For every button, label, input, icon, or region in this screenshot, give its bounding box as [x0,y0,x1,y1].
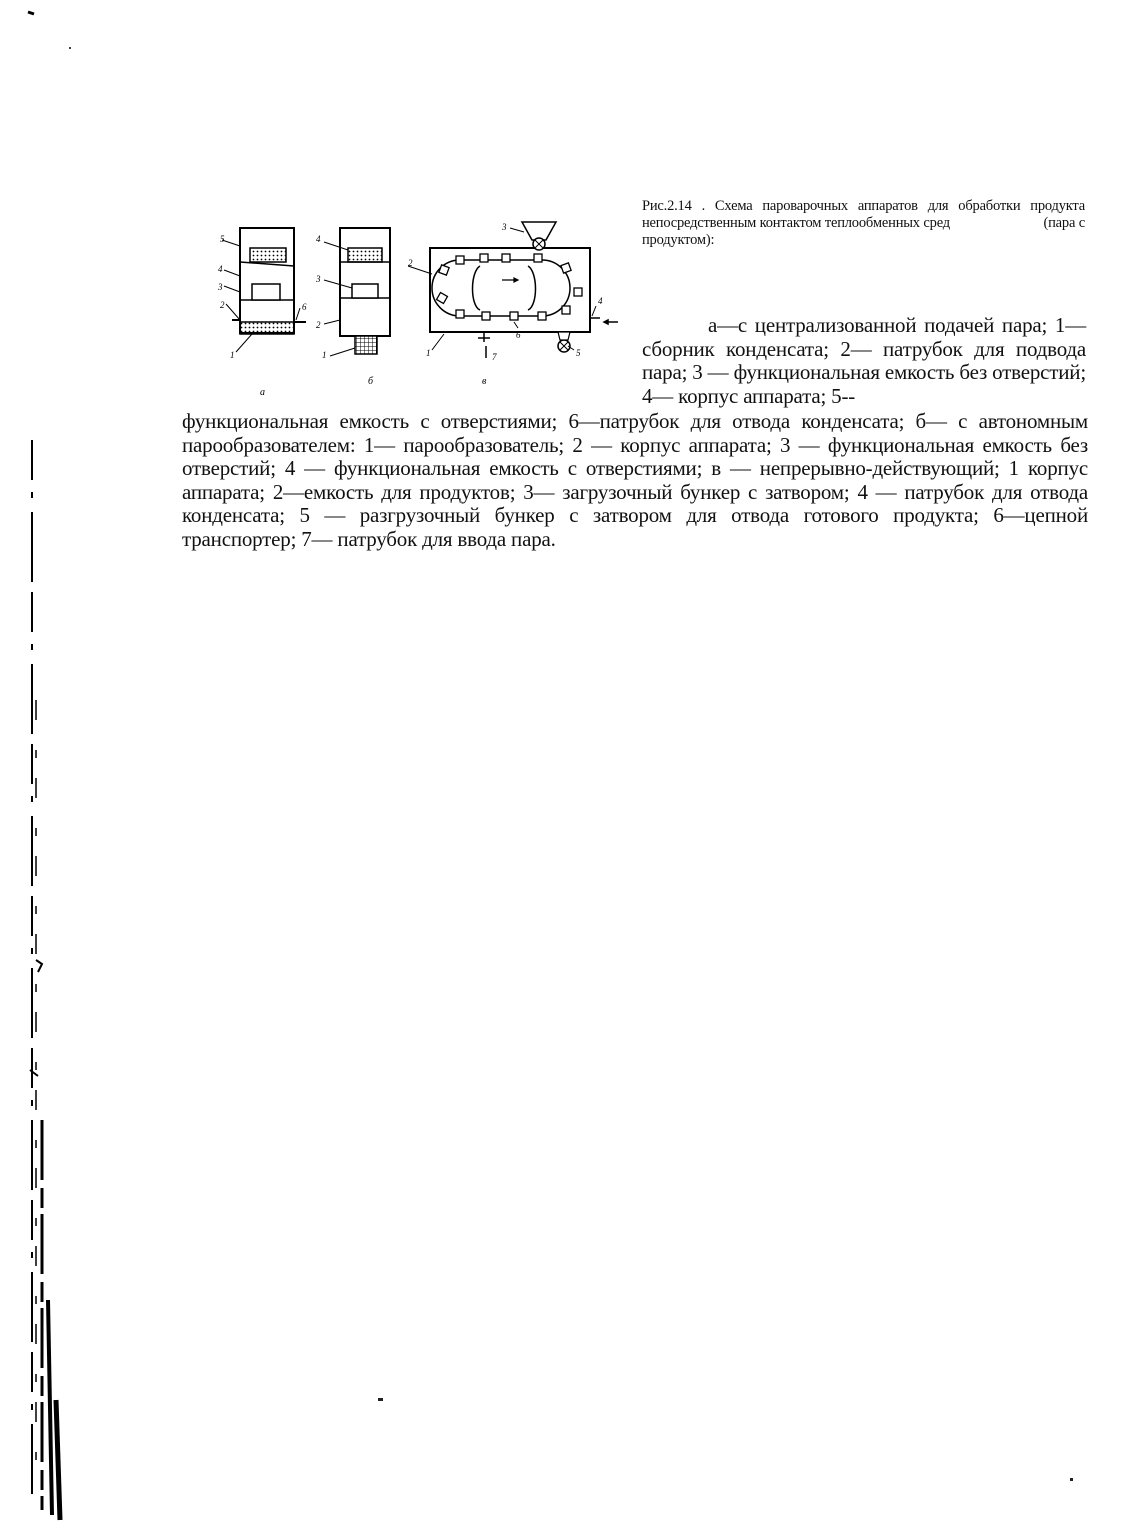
panel-a-letter: а [260,387,265,398]
figure-title-tail: (пара с продуктом): [642,215,1085,248]
panel-c-label-4: 4 [598,296,603,306]
legend-continued-text: функциональная емкость с отверстиями; 6—патрубок для отвода конденсата; б— с автономным парообразователем: 1— парообразователь; 2 — корпус аппарата; 3 — функциональная емкость без отверстий; 4 — функциональная емкость с отверстиями; в — непрерывно-действующий; 1 корпус аппарата; 2—емкость для продуктов; 3— загрузочный бункер с затвором; 4 — патрубок для отвода конденсата; 5 — разгрузочный бункер с затвором для отвода готового продукта; 6—цепной транспортер; 7— патрубок для ввода пара. [182,409,1088,551]
panel-c-label-3: 3 [502,222,507,232]
panel-c-label-7: 7 [492,352,497,362]
panel-a-label-5: 5 [220,234,225,244]
panel-a-label-2: 2 [220,300,225,310]
panel-b-letter: б [368,376,374,387]
panel-a-label-6: 6 [302,302,307,312]
scan-speck [378,1398,383,1401]
panel-b-label-1: 1 [322,350,327,360]
panel-a-diagram [222,228,306,352]
scan-speck [1070,1478,1073,1481]
panel-a-label-4: 4 [218,264,223,274]
panel-a-label-1: 1 [230,350,235,360]
panel-b-label-3: 3 [316,274,321,284]
panel-a-label-3: 3 [218,282,223,292]
panel-c-letter: в [482,376,487,387]
panel-c-label-2: 2 [408,258,413,268]
panel-c-label-6: 6 [516,330,521,340]
figure-title: . Схема пароварочных аппаратов для обработки продукта непосредственным контактом теплообменных сред [642,198,1085,231]
figure-caption [642,198,1085,249]
legend-first-block [642,314,1086,408]
legend-first-text: а—с централизованной подачей пара; 1—сборник конденсата; 2— патрубок для подвода пара; 3 — функциональная емкость без отверстий; 4— корпус аппарата; 5-- [642,313,1086,408]
steamer-apparatus-figure [212,210,632,410]
panel-b-label-4: 4 [316,234,321,244]
panel-c-label-1: 1 [426,348,431,358]
figure-number: Рис.2.14 [642,198,692,214]
panel-c-diagram [408,222,618,358]
panel-c-label-5: 5 [576,348,581,358]
panel-b-label-2: 2 [316,320,321,330]
panel-b-diagram [324,228,390,356]
scan-edge-noise [0,0,80,1523]
